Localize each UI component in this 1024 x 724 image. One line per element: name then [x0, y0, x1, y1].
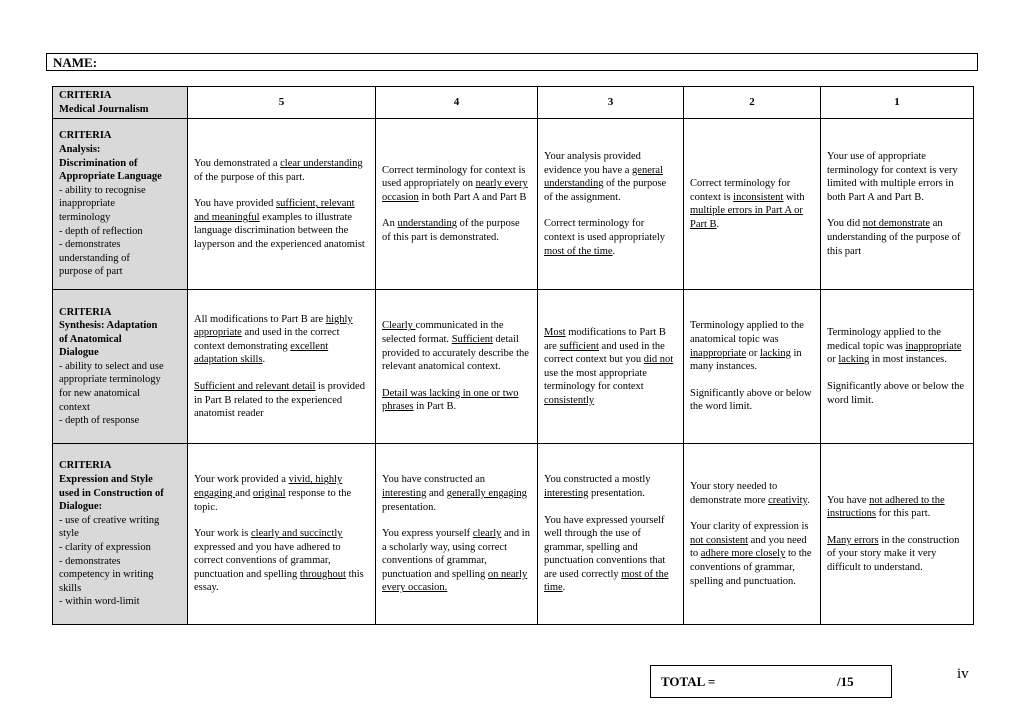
descriptor-paragraph: [544, 150, 677, 204]
descriptor-text: and: [426, 487, 447, 499]
emphasis-text: original: [252, 487, 286, 499]
score-1-header: 1: [821, 87, 974, 119]
descriptor-cell-score-2: [684, 290, 821, 444]
header-criteria-cell: [53, 87, 188, 119]
name-label: NAME:: [53, 55, 98, 70]
descriptor-paragraph: [690, 387, 814, 414]
criteria-row-expression: [53, 444, 974, 625]
emphasis-text: Sufficient and relevant detail: [194, 380, 316, 392]
emphasis-text: multiple errors in Part A or Part B: [690, 205, 803, 230]
criteria-detail-line: - depth of response: [59, 415, 140, 427]
criteria-detail-line: understanding of: [59, 252, 130, 264]
descriptor-paragraph: [827, 326, 967, 367]
descriptor-text: to the conventions of grammar, spelling and punctuation.: [690, 548, 812, 587]
emphasis-text: inconsistent: [733, 191, 784, 203]
descriptor-text: expressed and you have adhered to correct conventions of grammar, punctuation and spelling: [194, 541, 341, 580]
descriptor-text: .: [807, 494, 810, 506]
criteria-detail-line: terminology: [59, 211, 111, 223]
criteria-detail-line: - ability to select and use: [59, 360, 164, 372]
emphasis-text: nearly every occasion: [382, 178, 528, 203]
criteria-detail-line: appropriate terminology: [59, 374, 161, 386]
descriptor-paragraph: [827, 217, 967, 258]
criteria-detail-line: - demonstrates: [59, 555, 121, 567]
descriptor-paragraph: [544, 326, 677, 408]
descriptor-text: of the purpose of this part is demonstrated.: [382, 218, 520, 244]
descriptor-paragraph: [544, 514, 677, 596]
emphasis-text: lacking: [759, 347, 791, 359]
descriptor-text: You have provided: [194, 198, 277, 210]
descriptor-cell-score-5: [188, 290, 376, 444]
criteria-title-line: Appropriate Language: [59, 171, 162, 183]
descriptor-paragraph: [194, 157, 369, 184]
descriptor-text: Terminology applied to the medical topic was: [827, 327, 941, 352]
criteria-title-line: of Anatomical: [59, 333, 122, 345]
criteria-detail-line: style: [59, 528, 79, 540]
descriptor-text: or: [745, 347, 760, 359]
descriptor-text: Your clarity of expression is: [690, 521, 809, 533]
descriptor-text: in both Part A and Part B: [418, 191, 527, 203]
criteria-label: CRITERIA: [59, 306, 112, 318]
descriptor-paragraph: [827, 150, 967, 204]
emphasis-text: lacking: [838, 354, 870, 366]
criteria-detail-line: - clarity of expression: [59, 541, 151, 553]
descriptor-text: Your work provided a: [194, 474, 289, 486]
emphasis-text: inappropriate: [905, 340, 962, 352]
descriptor-paragraph: [194, 473, 369, 514]
descriptor-cell-score-4: [376, 119, 538, 290]
emphasis-text: excellent adaptation skills: [194, 340, 329, 366]
descriptor-text: use the most appropriate terminology for context: [544, 367, 647, 393]
descriptor-cell-score-1: [821, 444, 974, 625]
page-number: iv: [957, 666, 969, 682]
emphasis-text: clear understanding: [280, 157, 363, 169]
descriptor-text: Significantly above or below the word limit.: [690, 387, 812, 413]
emphasis-text: not adhered to the instructions: [827, 494, 945, 520]
criteria-title-line: Synthesis: Adaptation: [59, 320, 158, 332]
criteria-detail-line: context: [59, 401, 90, 413]
descriptor-text: Your analysis provided evidence you have a: [544, 151, 641, 176]
descriptor-text: Correct terminology for context is used appropriately: [544, 218, 666, 244]
descriptor-text: You have constructed an: [382, 474, 486, 486]
criteria-title-line: Expression and Style: [59, 474, 153, 486]
criteria-row-synthesis: [53, 290, 974, 444]
descriptor-text: You demonstrated a: [194, 157, 281, 169]
emphasis-text: most of the time: [544, 245, 613, 257]
descriptor-text: You have: [827, 494, 870, 506]
emphasis-text: interesting: [382, 487, 427, 499]
descriptor-paragraph: [382, 473, 531, 514]
name-field: [46, 53, 978, 71]
criteria-title-line: Dialogue:: [59, 501, 103, 513]
descriptor-cell-score-3: [538, 290, 684, 444]
descriptor-text: modifications to Part B are: [544, 326, 666, 352]
descriptor-text: You constructed a mostly: [544, 474, 651, 486]
descriptor-text: and you need to: [690, 534, 807, 560]
descriptor-text: Your story needed to demonstrate more: [690, 481, 778, 506]
descriptor-text: Your use of appropriate terminology for context is very limited with multiple errors in both Part A and Part B.: [827, 151, 958, 203]
criteria-title-line: used in Construction of: [59, 487, 164, 499]
criteria-row-analysis: [53, 119, 974, 290]
emphasis-text: understanding: [397, 218, 457, 230]
total-max-score: /15: [837, 674, 854, 689]
descriptor-paragraph: [382, 527, 531, 595]
emphasis-text: on nearly every occasion.: [382, 568, 528, 594]
descriptor-text: communicated in the selected format.: [382, 320, 504, 345]
descriptor-text: Correct terminology for context is: [690, 178, 791, 203]
emphasis-text: sufficient: [559, 340, 599, 352]
descriptor-text: presentation.: [382, 501, 436, 513]
total-score-box: [650, 665, 892, 698]
descriptor-cell-score-3: [538, 444, 684, 625]
emphasis-text: not demonstrate: [862, 218, 931, 230]
score-5-header: 5: [188, 87, 376, 119]
descriptor-text: in Part B.: [413, 401, 457, 413]
descriptor-paragraph: [690, 520, 814, 588]
criteria-detail-line: - within word-limit: [59, 596, 140, 608]
descriptor-text: An: [382, 218, 398, 230]
descriptor-text: an understanding of the purpose of this part: [827, 218, 961, 257]
descriptor-text: Significantly above or below the word limit.: [827, 380, 965, 406]
criteria-detail-line: - demonstrates: [59, 239, 121, 251]
criteria-title-line: Discrimination of: [59, 157, 138, 169]
descriptor-paragraph: [382, 387, 531, 414]
descriptor-text: for this part.: [876, 508, 931, 520]
descriptor-paragraph: [827, 494, 967, 521]
descriptor-paragraph: [690, 480, 814, 507]
descriptor-text: Terminology applied to the anatomical topic was: [690, 320, 804, 345]
descriptor-paragraph: [544, 217, 677, 258]
descriptor-text: examples to illustrate language discrimination between the layperson and the experienced anatomist: [194, 211, 365, 250]
descriptor-cell-score-1: [821, 290, 974, 444]
descriptor-text: and used in the correct context but you: [544, 340, 665, 366]
rubric-table: [52, 86, 974, 625]
criteria-detail-line: inappropriate: [59, 198, 115, 210]
emphasis-text: creativity: [768, 494, 808, 506]
descriptor-text: .: [612, 245, 616, 257]
descriptor-text: detail provided to accurately describe the relevant anatomical context.: [382, 334, 529, 373]
descriptor-text: Your work is: [194, 528, 251, 540]
criteria-title-line: Analysis:: [59, 144, 101, 156]
descriptor-text: in most instances.: [869, 354, 947, 366]
criteria-label: CRITERIA: [59, 90, 112, 101]
descriptor-paragraph: [382, 319, 531, 373]
score-2-header: 2: [684, 87, 821, 119]
descriptor-paragraph: [194, 380, 369, 421]
criteria-cell: [53, 290, 188, 444]
descriptor-text: of the purpose of the assignment.: [544, 178, 667, 203]
emphasis-text: Sufficient: [451, 334, 493, 345]
emphasis-text: general understanding: [544, 164, 663, 190]
emphasis-text: did not: [643, 354, 674, 366]
descriptor-text: You express yourself: [382, 528, 473, 540]
descriptor-cell-score-4: [376, 444, 538, 625]
descriptor-cell-score-4: [376, 290, 538, 444]
descriptor-text: with: [783, 191, 805, 203]
header-row: [53, 87, 974, 119]
descriptor-paragraph: [690, 319, 814, 373]
emphasis-text: Most: [544, 326, 566, 338]
emphasis-text: inappropriate: [690, 347, 746, 359]
descriptor-cell-score-5: [188, 444, 376, 625]
descriptor-text: in many instances.: [690, 347, 802, 373]
descriptor-cell-score-2: [684, 444, 821, 625]
descriptor-text: All modifications to Part B are: [194, 313, 326, 325]
emphasis-text: sufficient, relevant and meaningful: [194, 198, 355, 223]
criteria-title: Medical Journalism: [59, 103, 149, 115]
descriptor-text: and: [235, 487, 253, 499]
descriptor-text: .: [262, 354, 266, 366]
descriptor-paragraph: [827, 534, 967, 575]
descriptor-cell-score-5: [188, 119, 376, 290]
criteria-detail-line: - ability to recognise: [59, 184, 146, 196]
descriptor-text: this essay.: [194, 568, 364, 594]
descriptor-paragraph: [194, 197, 369, 251]
descriptor-text: and used in the correct context demonstrating: [194, 327, 340, 352]
criteria-detail-line: purpose of part: [59, 266, 123, 278]
descriptor-paragraph: [194, 527, 369, 595]
criteria-detail-line: competency in writing: [59, 569, 154, 581]
emphasis-text: clearly and succinctly: [251, 528, 343, 540]
emphasis-text: vivid, highly engaging: [194, 474, 343, 499]
score-3-header: 3: [538, 87, 684, 119]
descriptor-text: in the construction of your story make it very difficult to understand.: [827, 534, 960, 574]
criteria-detail-line: - depth of reflection: [59, 225, 143, 237]
descriptor-text: or: [827, 354, 839, 366]
score-4-header: 4: [376, 87, 538, 119]
descriptor-text: response to the topic.: [194, 487, 352, 513]
descriptor-cell-score-1: [821, 119, 974, 290]
descriptor-cell-score-2: [684, 119, 821, 290]
emphasis-text: generally engaging: [446, 487, 527, 499]
descriptor-paragraph: [382, 217, 531, 244]
emphasis-text: adhere more closely: [700, 548, 786, 560]
descriptor-text: .: [562, 582, 566, 594]
descriptor-paragraph: [827, 380, 967, 407]
descriptor-paragraph: [690, 177, 814, 231]
emphasis-text: Many errors: [827, 534, 879, 546]
criteria-title-line: Dialogue: [59, 347, 99, 359]
criteria-cell: [53, 119, 188, 290]
descriptor-text: and in a scholarly way, using correct conventions of grammar, punctuation and spelling: [382, 528, 530, 580]
descriptor-text: of the purpose of this part.: [194, 171, 305, 183]
descriptor-text: You have expressed yourself well through the use of grammar, spelling and punctuation conventions that are used correctly: [544, 514, 666, 580]
emphasis-text: clearly: [472, 528, 502, 540]
descriptor-text: presentation.: [588, 487, 645, 499]
descriptor-cell-score-3: [538, 119, 684, 290]
criteria-detail-line: - use of creative writing: [59, 514, 160, 526]
emphasis-text: most of the time: [544, 568, 669, 594]
descriptor-text: is provided in Part B related to the experienced anatomist reader: [194, 380, 365, 420]
total-label: TOTAL =: [661, 674, 716, 689]
descriptor-paragraph: [544, 473, 677, 500]
emphasis-text: Detail was lacking in one or two phrases: [382, 387, 519, 413]
descriptor-paragraph: [194, 313, 369, 367]
descriptor-text: Correct terminology for context is used appropriately on: [382, 164, 526, 190]
criteria-label: CRITERIA: [59, 130, 112, 142]
criteria-label: CRITERIA: [59, 460, 112, 472]
criteria-detail-line: skills: [59, 582, 82, 594]
emphasis-text: Clearly: [382, 320, 416, 332]
emphasis-text: throughout: [299, 568, 346, 580]
emphasis-text: interesting: [544, 487, 589, 499]
criteria-cell: [53, 444, 188, 625]
emphasis-text: consistently: [544, 394, 595, 406]
emphasis-text: highly appropriate: [194, 313, 353, 339]
descriptor-text: .: [716, 218, 720, 230]
criteria-detail-line: for new anatomical: [59, 388, 141, 400]
descriptor-paragraph: [382, 164, 531, 205]
emphasis-text: not consistent: [690, 534, 749, 546]
descriptor-text: You did: [827, 218, 863, 230]
